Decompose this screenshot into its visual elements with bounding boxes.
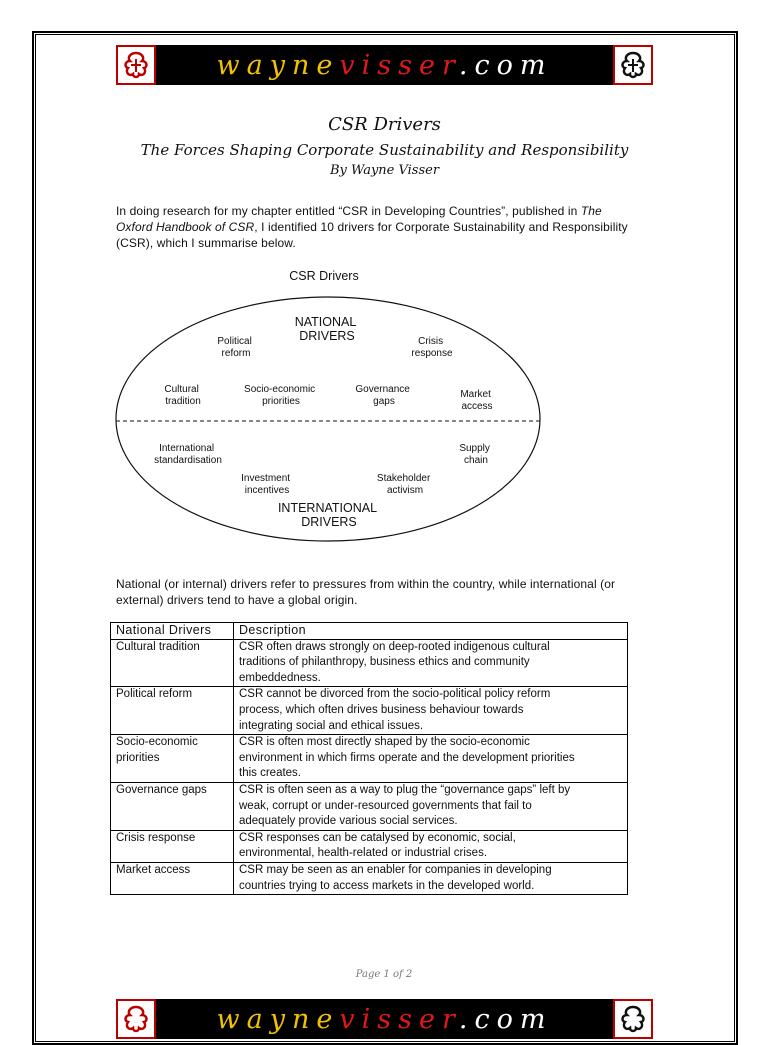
page-title: CSR Drivers <box>328 114 441 135</box>
driver-international-standardisation: International standardisation <box>154 443 222 466</box>
site-logo[interactable] <box>217 50 553 81</box>
table-row <box>111 830 628 862</box>
ornament-icon <box>613 999 653 1039</box>
table-row <box>111 782 628 830</box>
page-subtitle: The Forces Shaping Corporate Sustainability and Responsibility <box>140 141 629 159</box>
drivers-note-paragraph: National (or internal) drivers refer to pressures from within the country, while international (or external) drivers tend to have a global origin. <box>116 577 616 607</box>
byline: By Wayne Visser <box>329 163 440 178</box>
site-logo-footer[interactable]: waynevisser.com <box>216 1003 553 1035</box>
driver-cell: Cultural tradition <box>111 639 234 687</box>
description-cell: CSR responses can be catalysed by economic, social, environmental, health-related or industrial crises. <box>234 830 628 862</box>
driver-cell: Market access <box>111 862 234 894</box>
diagram-title: CSR Drivers <box>289 269 359 283</box>
driver-political-reform: Political reform <box>217 336 252 359</box>
ornament-icon <box>116 45 156 85</box>
csr-drivers-diagram <box>100 262 560 557</box>
table-row <box>111 687 628 735</box>
driver-cell: Crisis response <box>111 830 234 862</box>
driver-cultural-tradition: Cultural tradition <box>164 384 201 407</box>
column-header: National Drivers <box>111 623 234 640</box>
intro-paragraph: In doing research for my chapter entitled “CSR in Developing Countries”, published in The Oxford Handbook of CSR, I identified 10 drivers for Corporate Sustainability and Responsibility (CSR), which I summarise below. <box>116 204 628 250</box>
driver-governance-gaps: Governance gaps <box>355 384 410 407</box>
driver-cell: Socio-economic priorities <box>111 735 234 783</box>
book-title: The Oxford Handbook of CSR <box>116 204 602 234</box>
description-cell: CSR may be seen as an enabler for companies in developing countries trying to access markets in the developed world. <box>234 862 628 894</box>
international-drivers-label: INTERNATIONAL DRIVERS <box>277 501 377 529</box>
description-cell: CSR is often most directly shaped by the socio-economic environment in which firms operate and the development priorities this creates. <box>234 735 628 783</box>
driver-socio-economic-priorities: Socio-economic priorities <box>244 384 316 407</box>
national-drivers-table <box>110 622 628 895</box>
table-row <box>111 639 628 687</box>
national-drivers-label: NATIONAL DRIVERS <box>294 315 356 343</box>
driver-supply-chain: Supply chain <box>459 443 490 466</box>
description-cell: CSR cannot be divorced from the socio-political policy reform process, which often drives business behaviour towards integrating social and ethical issues. <box>234 687 628 735</box>
ornament-icon <box>613 45 653 85</box>
driver-crisis-response: Crisis response <box>411 336 453 359</box>
footer-banner <box>116 999 653 1039</box>
driver-investment-incentives: Investment incentives <box>241 473 291 496</box>
table-header-row <box>111 623 628 640</box>
table-row <box>111 862 628 894</box>
logo-visser: visser <box>339 49 459 81</box>
ornament-icon <box>116 999 156 1039</box>
logo-wayne: wayne <box>216 49 340 81</box>
page-number: Page 1 of 2 <box>355 969 413 980</box>
header-banner <box>116 45 653 85</box>
title-block <box>116 114 653 178</box>
description-cell: CSR often draws strongly on deep-rooted indigenous cultural traditions of philanthropy, business ethics and community embeddedness. <box>234 639 628 687</box>
driver-cell: Governance gaps <box>111 782 234 830</box>
driver-stakeholder-activism: Stakeholder activism <box>376 473 431 496</box>
driver-market-access: Market access <box>460 389 493 412</box>
column-header: Description <box>234 623 628 640</box>
description-cell: CSR is often seen as a way to plug the “governance gaps” left by weak, corrupt or under-resourced governments that fail to adequately provide various social services. <box>234 782 628 830</box>
table-row <box>111 735 628 783</box>
logo-dotcom: .com <box>458 49 553 81</box>
driver-cell: Political reform <box>111 687 234 735</box>
